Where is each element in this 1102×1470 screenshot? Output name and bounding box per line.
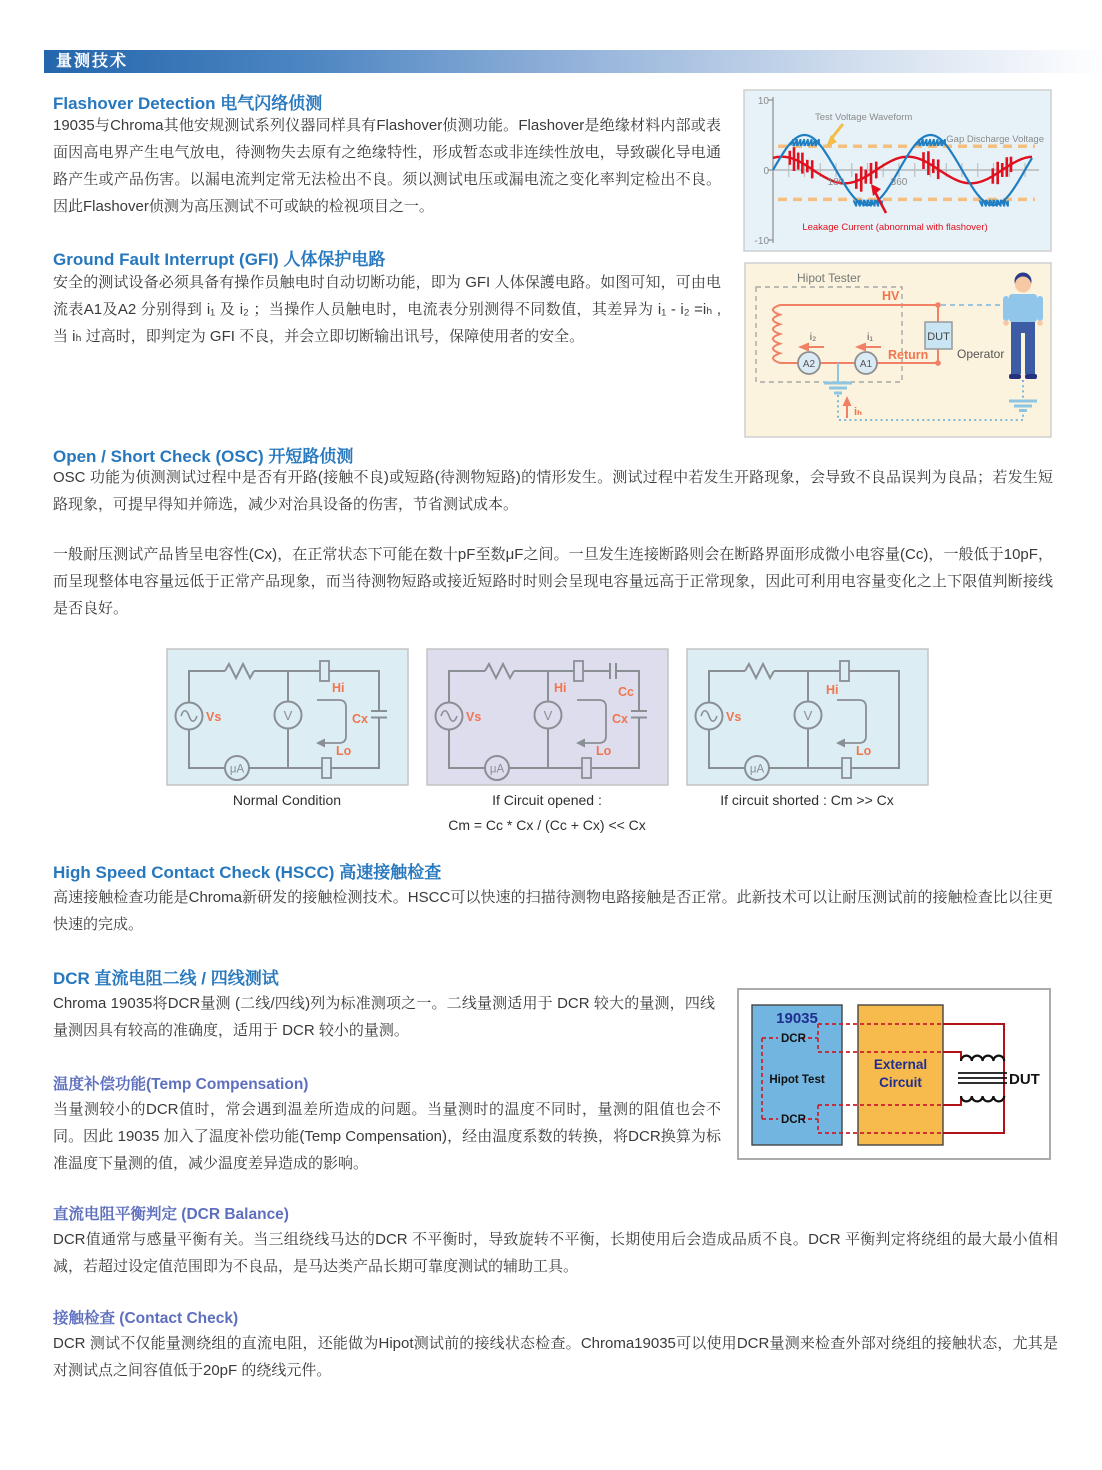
operator-arm-right [1037, 296, 1043, 321]
a2-label: A2 [802, 359, 816, 370]
hi-terminal [840, 661, 849, 681]
osc-circuit-opened [426, 648, 669, 786]
operator-hand-right [1037, 320, 1043, 326]
flashover-waveform-chart [743, 89, 1052, 252]
operator-leg-left [1011, 333, 1021, 374]
lo-label: Lo [336, 744, 352, 758]
temp-compensation-title: 温度补偿功能(Temp Compensation) [53, 1076, 309, 1093]
hi-label: Hi [332, 681, 345, 695]
dcr-balance-title: 直流电阻平衡判定 (DCR Balance) [53, 1206, 289, 1223]
i1-label: i₁ [867, 331, 873, 343]
hi-terminal [574, 661, 583, 681]
i2-label: i₂ [809, 331, 817, 343]
hipot-test-label: Hipot Test [769, 1074, 825, 1086]
voltmeter-label: V [543, 708, 553, 723]
microammeter-label: μA [749, 763, 765, 776]
hscc-title: High Speed Contact Check (HSCC) 高速接触检查 [53, 863, 442, 882]
microammeter-label: μA [229, 763, 245, 776]
osc-circuit-normal [166, 648, 409, 786]
caption-opened [397, 788, 697, 838]
hv-label: HV [882, 289, 900, 303]
ytick-10: 10 [757, 96, 769, 107]
lo-label: Lo [596, 744, 612, 758]
hv-node [935, 302, 941, 308]
page-title: 量测技术 [56, 53, 129, 70]
dcr-title: DCR 直流电阻二线 / 四线测试 [53, 969, 279, 988]
hi-label: Hi [554, 681, 567, 695]
ytick-0: 0 [763, 166, 769, 177]
microammeter-label: μA [489, 763, 505, 776]
leakage-current-label: Leakage Current (abnornmal with flashover) [802, 222, 988, 233]
cx-label: Cx [612, 712, 628, 726]
vs-label: Vs [206, 710, 222, 724]
dut-label: DUT [927, 331, 950, 343]
temp-compensation-body: 当量测较小的DCR值时，常会遇到温差所造成的问题。当量测时的温度不同时，量测的阻值也会不同。因此 19035 加入了温度补偿功能(Temp Compensation)，经由温度系数的转换，将DCR换算为标准温度下量测的值，减少温度差异造成的影响。 [53, 1101, 721, 1172]
voltmeter-label: V [803, 708, 813, 723]
ytick-neg10: -10 [754, 236, 769, 247]
gap-discharge-label: Gap Discharge Voltage [946, 134, 1044, 145]
external-label-line1: External [873, 1057, 928, 1072]
model-label: 19035 [776, 1010, 818, 1027]
lo-terminal [842, 758, 851, 778]
vs-label: Vs [466, 710, 482, 724]
xtick-360: 360 [890, 177, 908, 188]
section-header-bar [44, 50, 1102, 73]
caption-normal: Normal Condition [232, 792, 342, 808]
operator-hand-left [1003, 320, 1009, 326]
lo-terminal [322, 758, 331, 778]
hscc-body: 高速接触检查功能是Chroma新研发的接触检测技术。HSCC可以快速的扫描待测物电路接触是否正常。此新技术可以让耐压测试前的接触检查比以往更快速的完成。 [53, 889, 1053, 933]
dcr-connection-diagram [737, 988, 1051, 1160]
cx-label: Cx [352, 712, 368, 726]
gfi-diagram [744, 262, 1052, 438]
operator-shoe-right [1025, 374, 1037, 379]
operator-shirt [1009, 294, 1037, 322]
a1-label: A1 [859, 359, 873, 370]
operator-hips [1011, 322, 1035, 333]
operator-arm-left [1003, 296, 1009, 321]
osc-paragraph-2: 一般耐压测试产品皆呈电容性(Cx)，在正常状态下可能在数十pF至数μF之间。一旦发生连接断路则会在断路界面形成微小电容量(Cc)，一般低于10pF，而呈现整体电容量远低于正常产品现象，而当待测物短路或接近短路时时则会呈现电容量远高于正常现象，因此可利用电容量变化之上下限值判断接线是否良好。 [53, 546, 1053, 617]
lo-terminal [582, 758, 591, 778]
dut-label: DUT [1009, 1071, 1040, 1088]
caption-opened-line1: If Circuit opened : [492, 792, 602, 808]
dcr-balance-body: DCR值通常与感量平衡有关。当三组绕线马达的DCR 不平衡时，导致旋转不平衡，长期使用后会造成品质不良。DCR 平衡判定将绕组的最大最小值相减，若超过设定值范围即为不良品，是马达类产品长期可靠度测试的辅助工具。 [53, 1231, 1058, 1275]
return-label: Return [888, 348, 929, 362]
return-node [935, 360, 941, 366]
caption-opened-line2: Cm = Cc * Cx / (Cc + Cx) << Cx [448, 817, 646, 833]
ih-label: iₕ [854, 406, 863, 418]
hi-terminal [320, 661, 329, 681]
operator-leg-right [1025, 333, 1035, 374]
cc-label: Cc [618, 685, 634, 699]
operator-label: Operator [957, 347, 1005, 361]
gfi-title: Ground Fault Interrupt (GFI) 人体保护电路 [53, 250, 386, 269]
dcr-top-label: DCR [781, 1033, 806, 1045]
hipot-tester-label: Hipot Tester [797, 271, 861, 285]
flashover-title: Flashover Detection 电气闪络侦测 [53, 94, 323, 113]
xtick-180: 180 [827, 177, 845, 188]
lo-label: Lo [856, 744, 872, 758]
osc-circuit-shorted [686, 648, 929, 786]
hi-label: Hi [826, 683, 839, 697]
gfi-body: 安全的测试设备必须具备有操作员触电时自动切断功能，即为 GFI 人体保護电路。如图可知，可由电流表A1及A2 分别得到 i₁ 及 i₂ ；当操作人员触电时，电流表分别测得不同数值，其差异为 i₁ - i₂ =iₕ , 当 iₕ 过高时，即判定为 GFI 不良，并会立即切断输出讯号，保障使用者的安全。 [53, 274, 721, 345]
caption-shorted: If circuit shorted : Cm >> Cx [720, 792, 894, 808]
operator-head [1015, 277, 1031, 293]
vs-label: Vs [726, 710, 742, 724]
voltmeter-label: V [283, 708, 293, 723]
external-label-line2: Circuit [879, 1075, 922, 1090]
test-voltage-label: Test Voltage Waveform [815, 112, 913, 123]
dcr-body: Chroma 19035将DCR量测 (二线/四线)列为标准测项之一。二线量测适用于 DCR 较大的量测，四线量测因具有较高的准确度，适用于 DCR 较小的量测。 [53, 995, 715, 1039]
flashover-body: 19035与Chroma其他安规测试系列仪器同样具有Flashover侦测功能。Flashover是绝缘材料内部或表面因高电界产生电气放电，待测物失去原有之绝缘特性，形成暂态或非连续性放电，导致碳化导电通路产生或产品伤害。以漏电流判定常无法检出不良。须以测试电压或漏电流之变化率判定检出不良。因此Flashover侦测为高压测试不可或缺的检视项目之一。 [53, 117, 721, 215]
contact-check-title: 接触检查 (Contact Check) [53, 1310, 239, 1327]
contact-check-body: DCR 测试不仅能量测绕组的直流电阻，还能做为Hipot测试前的接线状态检查。Chroma19035可以使用DCR量测来检查外部对绕组的接触状态，尤其是对测试点之间容值低于20pF 的绕线元件。 [53, 1335, 1058, 1379]
operator-shoe-left [1009, 374, 1021, 379]
dcr-bottom-label: DCR [781, 1114, 806, 1126]
osc-title: Open / Short Check (OSC) 开短路侦测 [53, 447, 354, 466]
osc-paragraph-1: OSC 功能为侦测测试过程中是否有开路(接触不良)或短路(待测物短路)的情形发生。测试过程中若发生开路现象，会导致不良品误判为良品；若发生短路现象，可提早得知并筛选，减少对治具设备的伤害，节省测试成本。 [53, 469, 1053, 513]
